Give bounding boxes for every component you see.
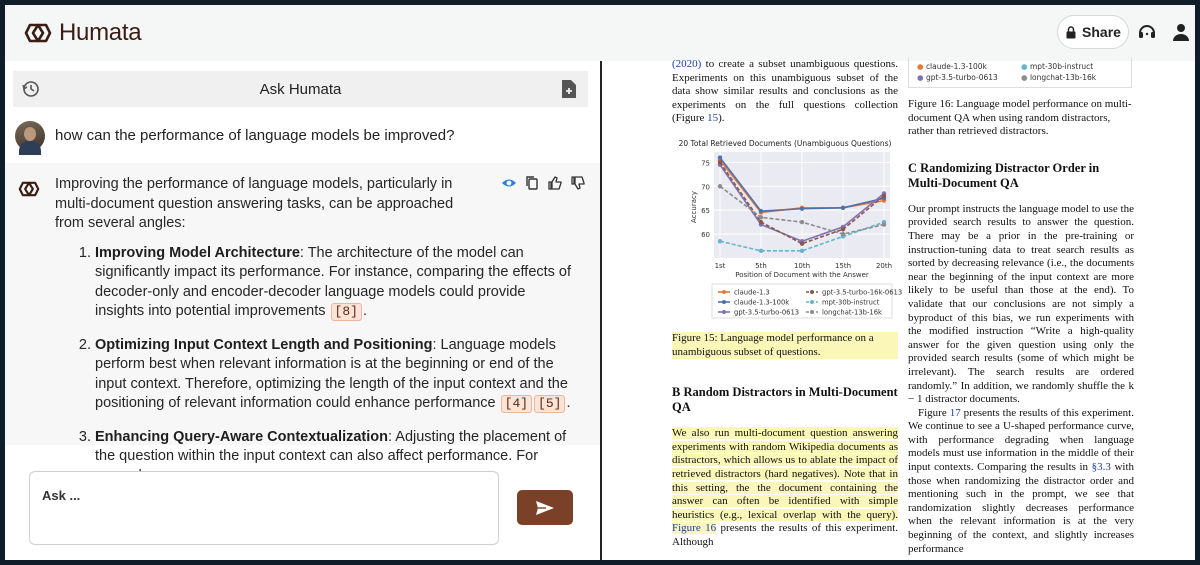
legend-label: claude-1.3-100k <box>925 62 987 71</box>
new-document-icon[interactable] <box>560 79 578 99</box>
legend-label: longchat-13b-16k <box>822 308 882 317</box>
data-point <box>759 209 763 213</box>
data-point <box>800 207 804 211</box>
y-tick-label: 65 <box>701 207 710 216</box>
item-title: Improving Model Architecture <box>95 244 300 261</box>
list-item <box>95 244 575 322</box>
citation-badge[interactable]: [8] <box>331 303 362 321</box>
highlighted-text: We also run multi-document question answering experiments with random Wikipedia documents as distractors, which allows us to ablate the impact of retrieved distractors (hard negatives). Note that in this setting, the the document containing the answer can often be identified with simple heuristics (e.g., lexical overlap with the query). <box>672 427 898 521</box>
citation-link[interactable]: (2020) <box>672 58 702 70</box>
figure-16-legend: ● claude-1.3-100k ● gpt-3.5-turbo-0613 ● mpt-30b-instruct ● longchat-13b-16k <box>908 57 1132 88</box>
paper-paragraph <box>672 58 898 126</box>
item-tail: . <box>362 303 367 319</box>
document-viewer <box>602 58 1195 560</box>
ask-input[interactable]: Ask ... <box>29 471 499 545</box>
y-tick-label: 70 <box>701 183 710 192</box>
legend-marker <box>810 310 814 314</box>
x-tick-label: 20th <box>875 261 893 270</box>
humata-logo-icon <box>25 20 51 46</box>
data-point <box>841 206 845 210</box>
data-point <box>718 184 722 188</box>
paragraph-end: ). <box>718 112 725 125</box>
citation-badge[interactable]: [4] <box>501 395 532 413</box>
data-point <box>718 160 722 164</box>
item-title: Optimizing Input Context Length and Positioning <box>95 336 433 353</box>
app-logo[interactable] <box>25 19 141 47</box>
ask-bar-title: Ask Humata <box>259 80 342 98</box>
app-window <box>5 5 1195 560</box>
app-name: Humata <box>59 19 142 46</box>
legend-label: claude-1.3 <box>734 288 770 297</box>
legend-label: gpt-3.5-turbo-0613 <box>925 73 998 82</box>
section-b-title: B Random Distractors in Multi-Document QA <box>672 385 898 415</box>
section-b-paragraph <box>672 427 898 549</box>
section-link[interactable]: §3.3 <box>1091 461 1111 474</box>
figure-15-caption: Figure 15: Language model performance on a unambiguous subset of questions. <box>672 332 898 359</box>
data-point <box>800 241 804 245</box>
data-point <box>800 220 804 224</box>
ask-humata-bar <box>13 71 588 107</box>
item-title: Enhancing Query-Aware Contextualization <box>95 428 389 445</box>
history-icon[interactable] <box>21 79 41 99</box>
send-button[interactable] <box>517 490 573 525</box>
data-point <box>759 249 763 253</box>
item-text: : The architecture of the model can significantly impact its performance. For instance, comparing the effects of decoder-only and encoder-decoder language models could provide insights into potential improvements <box>95 244 572 319</box>
data-point <box>800 249 804 253</box>
chart-title: 20 Total Retrieved Documents (Unambiguous Questions) <box>678 138 892 148</box>
humata-logo-icon <box>19 179 39 199</box>
paper-column-right <box>908 61 1134 556</box>
share-label: Share <box>1082 24 1121 40</box>
legend-marker <box>722 290 726 294</box>
user-profile-icon[interactable] <box>1171 22 1191 42</box>
y-tick-label: 60 <box>701 231 710 240</box>
legend-label: mpt-30b-instruct <box>822 298 880 307</box>
figure-word: Figure <box>918 406 947 419</box>
paper-column-left <box>672 58 903 550</box>
user-question: how can the performance of language models be improved? <box>55 127 455 144</box>
x-tick-label: 1st <box>714 261 726 270</box>
section-c-paragraph-2 <box>908 407 1134 557</box>
section-c-title: C Randomizing Distractor Order in Multi-Document QA <box>908 160 1100 190</box>
answer-list <box>55 244 575 487</box>
section-c-paragraph-1: Our prompt instructs the language model to use the provided search results to answer the question. There may be a prior in the pre-training or instruction-tuning data to treat search results as sorted by decreasing relevance (i.e., the documents near the beginning of the input context are more likely to be useful than those at the end). To validate that our conclusions are not simply a byproduct of this bias, we run experiments with the modified instruction “Write a high-quality answer for the given question using only the provided search results (some of which might be irrelevant). The search results are ordered randomly.” In addition, we randomly shuffle the k − 1 distractor documents. <box>908 202 1134 406</box>
data-point <box>841 232 845 236</box>
legend-label: gpt-3.5-turbo-16k-0613 <box>822 288 903 297</box>
data-point <box>718 239 722 243</box>
item-tail: . <box>566 395 571 411</box>
paragraph-text: presents the results of this experiment. We continue to see a U-shaped performance curve, with performance degrading when language models must use information in the middle of their input contexts. Comparing the results in <box>908 406 1134 474</box>
y-axis-label: Accuracy <box>690 190 698 223</box>
share-button[interactable] <box>1057 15 1129 49</box>
assistant-answer <box>5 163 600 464</box>
figure-link[interactable]: 17 <box>949 406 961 419</box>
legend-label: mpt-30b-instruct <box>1029 62 1094 71</box>
x-tick-label: 10th <box>793 261 811 270</box>
figure-15-chart <box>672 138 903 326</box>
legend-label: claude-1.3-100k <box>734 298 790 307</box>
data-point <box>718 155 722 159</box>
citation-badge[interactable]: [5] <box>534 395 565 413</box>
paragraph-text: to create a subset unambiguous questions. Experiments on this unambiguous subset of the data show similar results and conclusions as the experiments on the full questions collection (Figure <box>672 58 899 125</box>
data-point <box>759 215 763 219</box>
legend-marker <box>810 290 814 294</box>
chat-panel <box>5 61 602 560</box>
top-header <box>5 5 1195 62</box>
legend-label: gpt-3.5-turbo-0613 <box>734 308 800 317</box>
list-item <box>95 336 575 414</box>
lock-icon <box>1065 26 1077 39</box>
paragraph-text: presents the results of this experiment. Although <box>672 522 898 548</box>
y-tick-label: 75 <box>701 159 710 168</box>
figure-link[interactable]: Figure 16 <box>672 522 717 535</box>
x-tick-label: 15th <box>834 261 852 270</box>
data-point <box>882 194 886 198</box>
support-headset-icon[interactable] <box>1137 22 1157 42</box>
user-avatar <box>15 121 45 151</box>
legend-label: longchat-13b-16k <box>1029 73 1097 82</box>
figure-16-caption: Figure 16: Language model performance on multi-document QA when using random distractors, rather than retrieved distractors. <box>908 98 1132 138</box>
x-tick-label: 5th <box>755 261 767 270</box>
item-text: : Adjusting the placement of the question within the input context can also affect performance. For <box>95 428 567 464</box>
legend-marker <box>722 300 726 304</box>
data-point <box>841 227 845 231</box>
send-icon <box>535 500 555 516</box>
legend-marker <box>810 300 814 304</box>
item-text: : Language models perform best when relevant information is at the beginning or end of the input context. Therefore, optimizing the length of the input context and the positioning of relevant information could enhance performance <box>95 336 568 411</box>
answer-text <box>55 175 575 500</box>
answer-intro: Improving the performance of language models, particularly in multi-document question answering tasks, can be approached from several angles: <box>55 176 454 231</box>
x-axis-label: Position of Document with the Answer <box>735 270 869 279</box>
paragraph-text: with those when randomizing the distractor order and mentioning such in the prompt, we see that randomization slightly decreases performance when the relevant information is at the very beginning of the context, and slightly increases performance <box>908 461 1135 555</box>
data-point <box>759 220 763 224</box>
figure-link[interactable]: 15 <box>707 112 719 125</box>
user-message-row <box>5 111 600 164</box>
legend-marker <box>722 310 726 314</box>
data-point <box>882 222 886 226</box>
